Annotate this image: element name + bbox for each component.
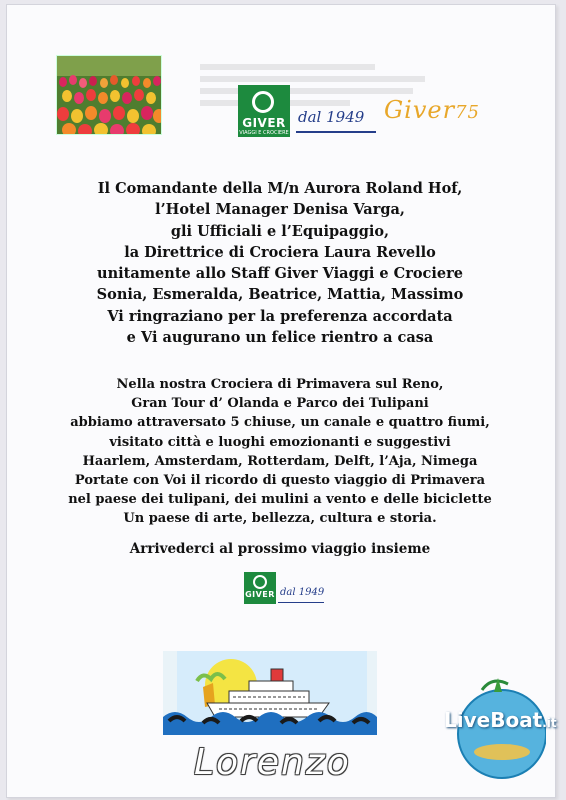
liveboat-watermark <box>444 672 557 782</box>
closing-line: Arrivederci al prossimo viaggio insieme <box>129 541 431 557</box>
watermark-live: Live <box>444 708 491 732</box>
greeting-line: Sonia, Esmeralda, Beatrice, Mattia, Massimo <box>96 286 464 304</box>
greeting-block <box>60 178 500 348</box>
script-name: Giver <box>384 96 456 124</box>
cruise-line: Haarlem, Amsterdam, Rotterdam, Delft, l’Aja, Nimega <box>82 453 478 469</box>
cruise-line: visitato città e luoghi emozionanti e suggestivi <box>109 434 451 450</box>
watermark-suffix: .it <box>542 716 557 730</box>
watermark-text <box>444 708 557 732</box>
greeting-line: Il Comandante della M/n Aurora Roland Hof, <box>97 180 463 197</box>
cruise-description <box>60 375 500 529</box>
signature-overlay: Lorenzo <box>194 742 351 783</box>
greeting-line: Vi ringraziano per la preferenza accordata <box>107 307 453 325</box>
since-label: dal 1949 <box>298 108 365 126</box>
logo-brand: GIVER <box>245 590 275 599</box>
cruise-line: abbiamo attraversato 5 chiuse, un canale e quattro fiumi, <box>70 415 490 431</box>
tulip-field-photo <box>56 55 162 135</box>
cruise-line: Nella nostra Crociera di Primavera sul Reno, <box>116 377 444 392</box>
ship-wheel-icon <box>253 575 267 589</box>
cruise-line: nel paese dei tulipani, dei mulini a vento e delle biciclette <box>68 492 492 508</box>
watermark-boat: Boat <box>490 708 543 732</box>
giver-script-logo <box>384 96 480 124</box>
since-label-small: dal 1949 <box>280 587 325 598</box>
greeting-line: e Vi augurano un felice rientro a casa <box>126 329 434 347</box>
cruise-line: Gran Tour d’ Olanda e Parco dei Tulipani <box>131 396 429 412</box>
giver-logo-small <box>244 572 276 604</box>
logo-brand: GIVER <box>242 116 286 130</box>
giver-logo <box>238 85 290 137</box>
cruise-line: Portate con Voi il ricordo di questo viaggio di Primavera <box>74 473 486 489</box>
since-underline-small <box>278 602 324 603</box>
ship-wheel-icon <box>252 91 274 113</box>
cruise-line: Un paese di arte, bellezza, cultura e storia. <box>123 511 437 527</box>
since-underline <box>296 131 376 133</box>
greeting-line: la Direttrice di Crociera Laura Revello <box>124 243 436 261</box>
logo-subtitle: VIAGGI E CROCIERE <box>239 130 289 136</box>
greeting-line: l’Hotel Manager Denisa Varga, <box>155 201 405 219</box>
greeting-line: unitamente allo Staff Giver Viaggi e Crociere <box>97 265 463 283</box>
script-year: 75 <box>455 102 480 123</box>
greeting-line: gli Ufficiali e l’Equipaggio, <box>170 222 390 240</box>
cruise-ship-illustration <box>163 651 377 735</box>
